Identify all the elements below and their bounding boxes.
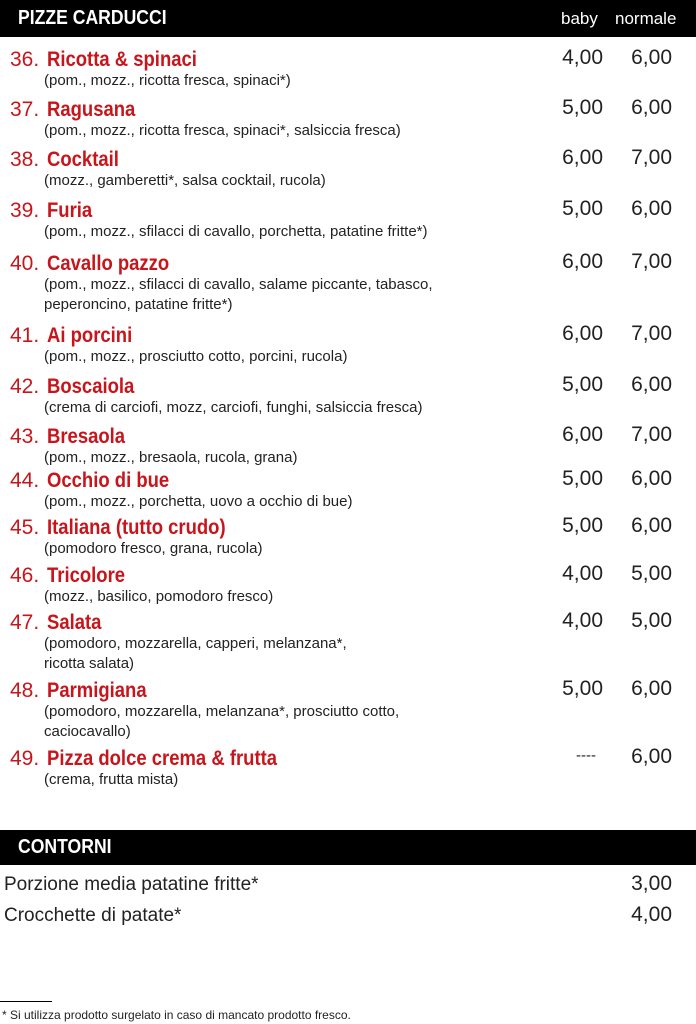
pizza-name: Ragusana — [47, 98, 136, 121]
pizze-header-bar — [0, 0, 696, 37]
price-normale: 5,00 — [631, 609, 672, 632]
pizza-name: Italiana (tutto crudo) — [47, 516, 226, 539]
pizza-ingredients — [44, 448, 297, 468]
pizza-number: 46. — [10, 564, 40, 587]
pizza-number: 37. — [10, 98, 40, 121]
price-normale: 6,00 — [631, 46, 672, 69]
footnote: * Si utilizza prodotto surgelato in caso di mancato prodotto fresco. — [2, 1008, 351, 1022]
price-normale: 6,00 — [631, 745, 672, 768]
ingredients-line: (pomodoro fresco, grana, rucola) — [44, 540, 263, 557]
price-baby: 6,00 — [562, 146, 603, 169]
pizza-number: 44. — [10, 469, 40, 492]
pizza-ingredients — [44, 539, 262, 559]
contorno-name: Crocchette di patate* — [4, 905, 182, 926]
pizza-name: Tricolore — [47, 564, 126, 587]
ingredients-line: (pom., mozz., porchetta, uovo a occhio di bue) — [44, 493, 353, 510]
ingredients-line: (mozz., basilico, pomodoro fresco) — [44, 588, 274, 605]
pizza-number: 45. — [10, 516, 40, 539]
pizza-ingredients — [44, 770, 178, 790]
pizza-name: Occhio di bue — [47, 469, 170, 492]
price-baby: 5,00 — [562, 96, 603, 119]
price-normale: 7,00 — [631, 322, 672, 345]
ingredients-line: (pom., mozz., sfilacci di cavallo, salame piccante, tabasco, — [44, 276, 433, 293]
ingredients-line: (crema di carciofi, mozz, carciofi, funghi, salsiccia fresca) — [44, 399, 423, 416]
pizza-ingredients — [44, 702, 399, 742]
pizza-number: 49. — [10, 747, 40, 770]
ingredients-line: (pom., mozz., ricotta fresca, spinaci*) — [44, 72, 291, 89]
pizza-number: 48. — [10, 679, 40, 702]
ingredients-line: (pomodoro, mozzarella, capperi, melanzana*, — [44, 635, 347, 652]
ingredients-line: (mozz., gamberetti*, salsa cocktail, rucola) — [44, 172, 326, 189]
pizza-name: Parmigiana — [47, 679, 147, 702]
price-baby: 6,00 — [562, 322, 603, 345]
pizza-ingredients — [44, 275, 433, 315]
pizza-number: 41. — [10, 324, 40, 347]
section-title-pizze: PIZZE CARDUCCI — [18, 7, 167, 29]
ingredients-line: ricotta salata) — [44, 655, 135, 672]
section-title-contorni: CONTORNI — [18, 836, 112, 858]
price-baby: 6,00 — [562, 423, 603, 446]
price-baby: 5,00 — [562, 373, 603, 396]
column-header-baby: baby — [561, 9, 598, 28]
pizza-number: 43. — [10, 425, 40, 448]
pizza-ingredients — [44, 347, 347, 367]
price-baby: 4,00 — [562, 46, 603, 69]
ingredients-line: (pom., mozz., prosciutto cotto, porcini, rucola) — [44, 348, 348, 365]
pizza-name: Boscaiola — [47, 375, 135, 398]
pizza-number: 39. — [10, 199, 40, 222]
price-normale: 7,00 — [631, 250, 672, 273]
price-baby: 4,00 — [562, 609, 603, 632]
price-normale: 6,00 — [631, 197, 672, 220]
pizza-name: Furia — [47, 199, 93, 222]
pizza-ingredients — [44, 171, 326, 191]
ingredients-line: (pom., mozz., sfilacci di cavallo, porchetta, patatine fritte*) — [44, 223, 428, 240]
price-baby: 5,00 — [562, 197, 603, 220]
price-normale: 7,00 — [631, 146, 672, 169]
ingredients-line: caciocavallo) — [44, 723, 131, 740]
price-baby: 5,00 — [562, 467, 603, 490]
price-normale: 7,00 — [631, 423, 672, 446]
price-normale: 5,00 — [631, 562, 672, 585]
pizza-name: Pizza dolce crema & frutta — [47, 747, 278, 770]
pizza-name: Ricotta & spinaci — [47, 48, 197, 71]
contorno-price: 4,00 — [631, 903, 672, 926]
pizza-ingredients — [44, 634, 347, 674]
pizza-number: 36. — [10, 48, 40, 71]
pizza-number: 42. — [10, 375, 40, 398]
pizza-number: 38. — [10, 148, 40, 171]
pizza-ingredients — [44, 398, 422, 418]
pizza-name: Ai porcini — [47, 324, 133, 347]
pizza-name: Cocktail — [47, 148, 119, 171]
pizza-ingredients — [44, 71, 291, 91]
price-normale: 6,00 — [631, 373, 672, 396]
pizza-name: Bresaola — [47, 425, 126, 448]
pizza-ingredients — [44, 222, 428, 242]
price-normale: 6,00 — [631, 467, 672, 490]
ingredients-line: (pom., mozz., bresaola, rucola, grana) — [44, 449, 298, 466]
price-baby: 5,00 — [562, 514, 603, 537]
ingredients-line: (crema, frutta mista) — [44, 771, 179, 788]
price-baby: 6,00 — [562, 250, 603, 273]
ingredients-line: (pomodoro, mozzarella, melanzana*, prosciutto cotto, — [44, 703, 400, 720]
pizza-name: Cavallo pazzo — [47, 252, 170, 275]
price-baby: 5,00 — [562, 677, 603, 700]
price-normale: 6,00 — [631, 514, 672, 537]
pizza-ingredients — [44, 492, 353, 512]
footnote-divider — [0, 1001, 52, 1002]
contorno-name: Porzione media patatine fritte* — [4, 874, 259, 895]
price-normale: 6,00 — [631, 96, 672, 119]
pizza-name: Salata — [47, 611, 102, 634]
pizza-ingredients — [44, 587, 273, 607]
contorno-price: 3,00 — [631, 872, 672, 895]
price-baby: 4,00 — [562, 562, 603, 585]
pizza-ingredients — [44, 121, 401, 141]
pizza-number: 47. — [10, 611, 40, 634]
ingredients-line: peperoncino, patatine fritte*) — [44, 296, 233, 313]
price-baby: ---- — [576, 747, 596, 764]
pizza-number: 40. — [10, 252, 40, 275]
column-header-normale: normale — [615, 9, 677, 28]
contorni-header-bar — [0, 830, 696, 865]
price-normale: 6,00 — [631, 677, 672, 700]
ingredients-line: (pom., mozz., ricotta fresca, spinaci*, salsiccia fresca) — [44, 122, 401, 139]
